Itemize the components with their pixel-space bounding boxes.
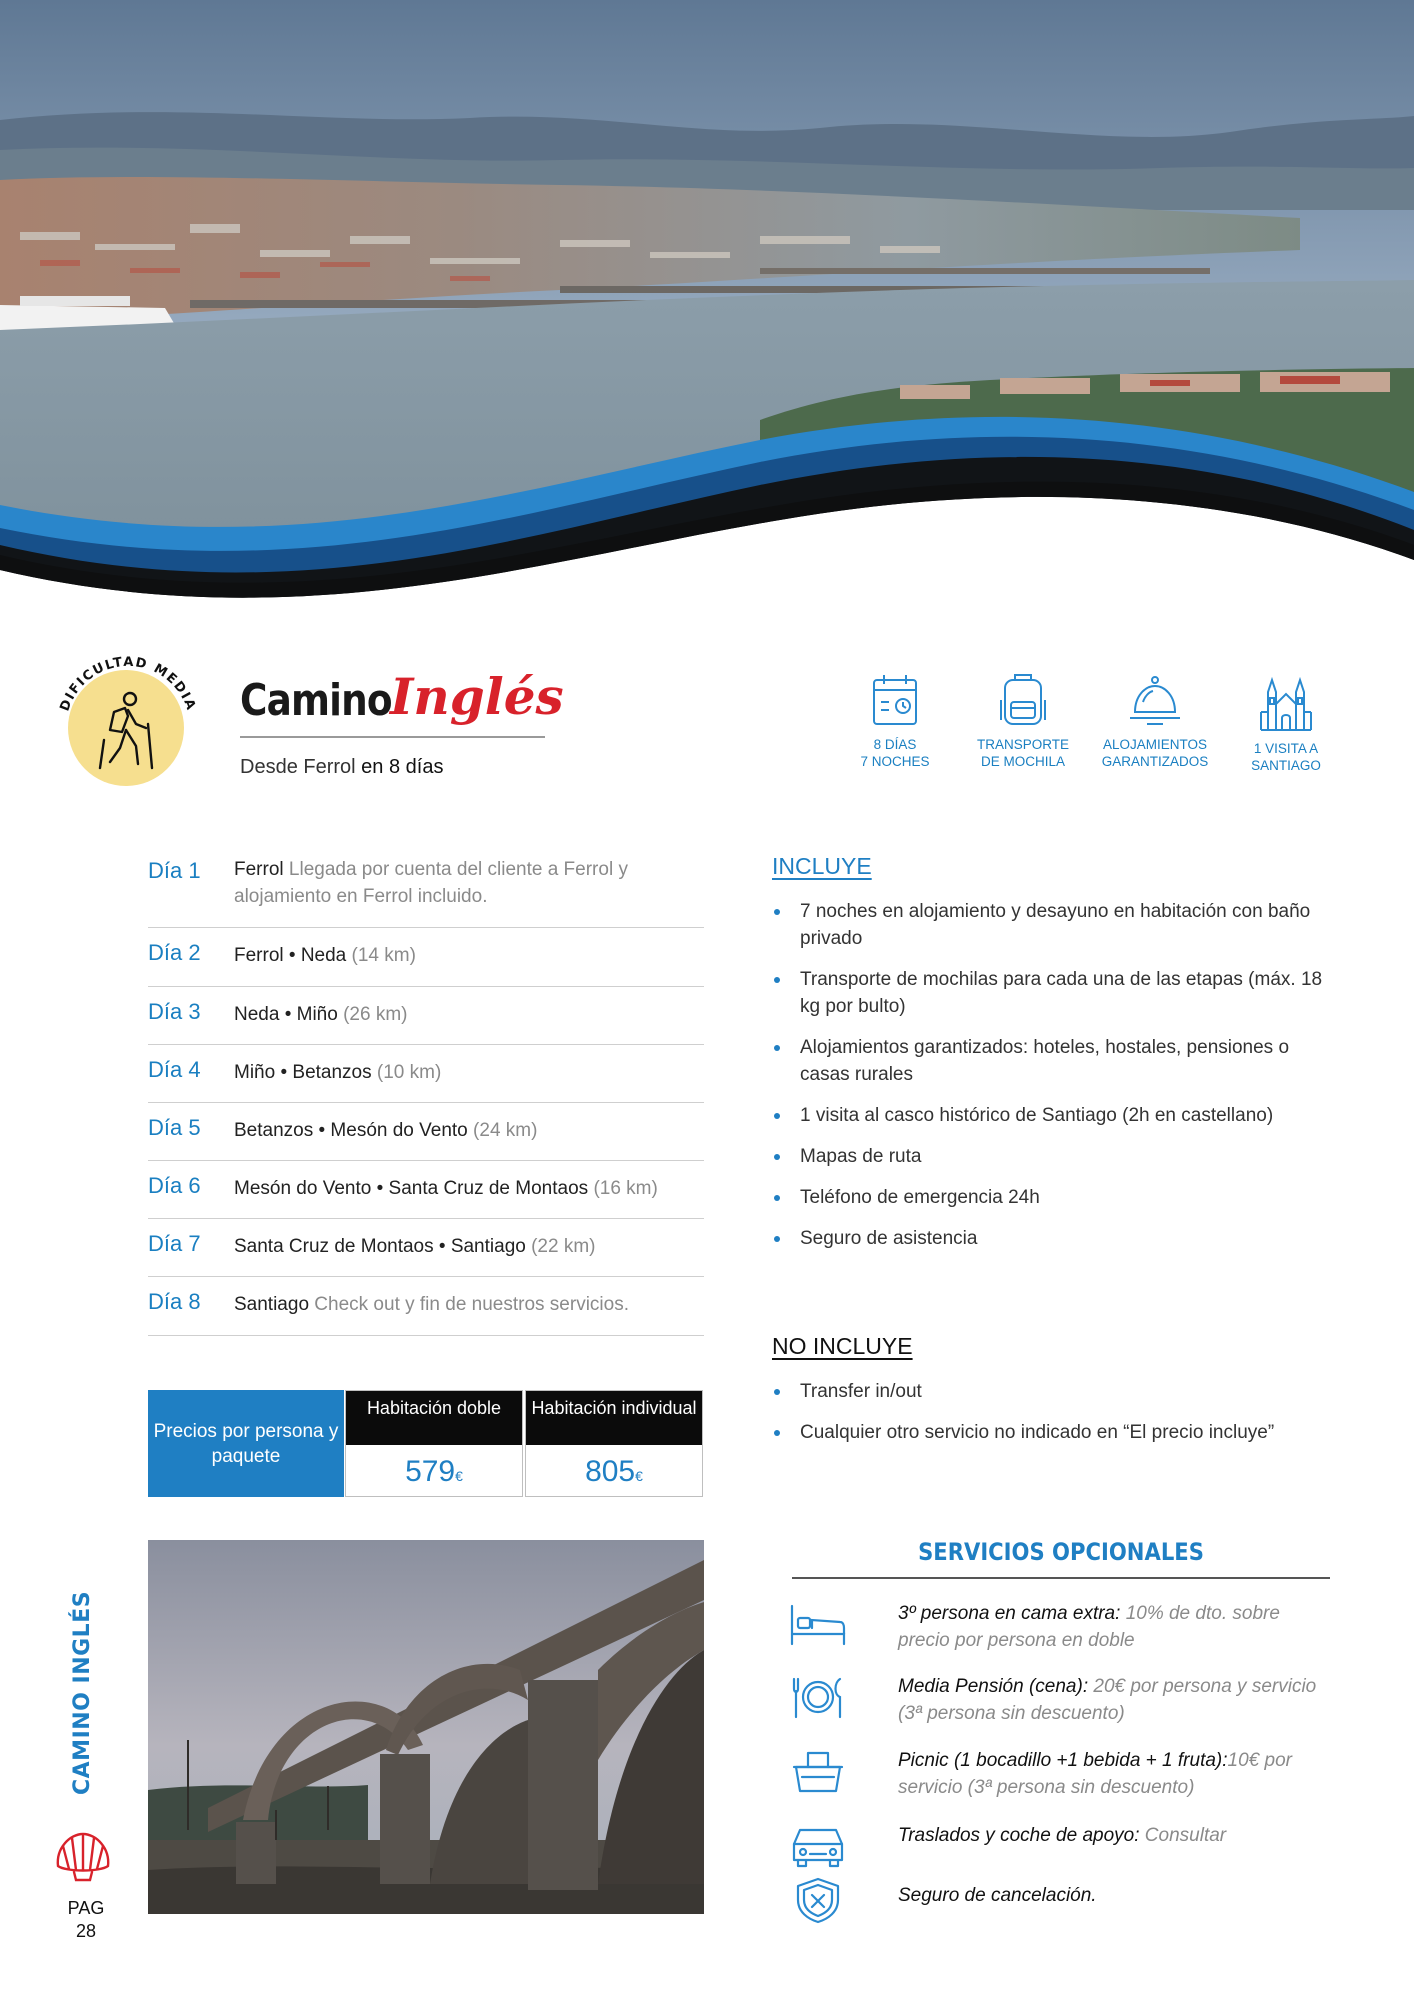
- itinerary-day: [148, 1045, 704, 1103]
- optional-service-text: 3º persona en cama extra: 10% de dto. sobre precio por persona en doble: [898, 1603, 1280, 1651]
- list-item: Mapas de ruta: [772, 1143, 1332, 1170]
- day-description: Ferrol • Neda (14 km): [234, 945, 416, 966]
- picnic-basket-icon: [788, 1747, 848, 1795]
- list-item: Seguro de asistencia: [772, 1225, 1332, 1252]
- itinerary-day: [148, 1277, 704, 1336]
- calendar-icon: [870, 672, 920, 728]
- list-item: Teléfono de emergencia 24h: [772, 1184, 1332, 1211]
- cathedral-icon: [1258, 672, 1314, 732]
- optional-service-text: Seguro de cancelación.: [898, 1885, 1097, 1906]
- day-label: Día 6: [148, 1173, 201, 1198]
- day-description: Neda • Miño (26 km): [234, 1004, 408, 1025]
- price-label: Precios por persona y paquete: [148, 1390, 344, 1497]
- includes-list: [772, 898, 1332, 1252]
- feature-backpack-label: TRANSPORTE DE MOCHILA: [976, 737, 1069, 769]
- itinerary-day: [148, 1219, 704, 1277]
- day-description: Santiago Check out y fin de nuestros servicios.: [234, 1294, 629, 1315]
- itinerary-day: [148, 1103, 704, 1161]
- feature-days: [835, 672, 955, 770]
- bed-icon: [788, 1600, 848, 1648]
- feature-santiago: [1226, 672, 1346, 774]
- page-title: [240, 667, 564, 734]
- price-column-double: [345, 1390, 523, 1497]
- svg-text:DIFICULTAD MEDIA: DIFICULTAD MEDIA: [57, 654, 199, 714]
- day-label: Día 1: [148, 858, 201, 883]
- excludes-section: [772, 1333, 1332, 1460]
- optional-service-item: [788, 1822, 1328, 1849]
- itinerary-list: [148, 850, 704, 1336]
- subtitle-duration: en 8 días: [361, 756, 444, 778]
- optional-services-rule: [792, 1577, 1330, 1579]
- list-item: Transfer in/out: [772, 1378, 1332, 1405]
- feature-lodging-label: ALOJAMIENTOS GARANTIZADOS: [1101, 737, 1209, 769]
- page-number: PAG 28: [67, 1898, 105, 1941]
- price-table: [148, 1390, 704, 1497]
- price-column-single: [525, 1390, 703, 1497]
- feature-santiago-label: 1 VISITA A SANTIAGO: [1251, 741, 1321, 773]
- bridge-photo: [148, 1540, 704, 1914]
- difficulty-badge: [52, 650, 202, 800]
- price-value: 579€: [405, 1455, 463, 1488]
- feature-days-label: 8 DÍAS 7 NOCHES: [860, 737, 930, 769]
- day-label: Día 8: [148, 1289, 201, 1314]
- price-header: Habitación individual: [526, 1391, 702, 1445]
- scallop-shell-icon: [52, 1830, 114, 1882]
- optional-service-item: [788, 1673, 1328, 1727]
- itinerary-day: [148, 928, 704, 987]
- day-label: Día 7: [148, 1231, 201, 1256]
- title-main: Camino: [240, 675, 392, 726]
- subtitle: [240, 756, 443, 779]
- day-description: Mesón do Vento • Santa Cruz de Montaos (16 km): [234, 1178, 658, 1199]
- excludes-list: [772, 1378, 1332, 1446]
- day-description: Santa Cruz de Montaos • Santiago (22 km): [234, 1236, 596, 1257]
- list-item: Cualquier otro servicio no indicado en “El precio incluye”: [772, 1419, 1332, 1446]
- itinerary-day: [148, 987, 704, 1045]
- itinerary-day: [148, 1161, 704, 1219]
- day-description: Ferrol Llegada por cuenta del cliente a Ferrol y alojamiento en Ferrol incluido.: [234, 859, 628, 907]
- list-item: 7 noches en alojamiento y desayuno en habitación con baño privado: [772, 898, 1332, 952]
- day-label: Día 3: [148, 999, 201, 1024]
- list-item: Alojamientos garantizados: hoteles, hostales, pensiones o casas rurales: [772, 1034, 1332, 1088]
- plate-cutlery-icon: [788, 1673, 848, 1721]
- optional-service-item: [788, 1600, 1328, 1654]
- optional-service-text: Picnic (1 bocadillo +1 bebida + 1 fruta):10€ por servicio (3ª persona sin descuento): [898, 1750, 1292, 1798]
- title-underline: [240, 736, 545, 738]
- reception-bell-icon: [1127, 672, 1183, 728]
- feature-lodging: [1095, 672, 1215, 770]
- badge-arc-text: [52, 650, 202, 800]
- subtitle-from: Desde Ferrol: [240, 756, 356, 778]
- optional-service-text: Traslados y coche de apoyo: Consultar: [898, 1825, 1227, 1846]
- price-header: Habitación doble: [346, 1391, 522, 1445]
- car-icon: [788, 1822, 848, 1870]
- optional-services-heading: SERVICIOS OPCIONALES: [918, 1538, 1204, 1566]
- optional-service-text: Media Pensión (cena): 20€ por persona y servicio (3ª persona sin descuento): [898, 1676, 1317, 1724]
- optional-service-item: [788, 1874, 1328, 1909]
- includes-heading: INCLUYE: [772, 853, 872, 879]
- optional-service-item: [788, 1747, 1328, 1801]
- price-value: 805€: [585, 1455, 643, 1488]
- backpack-icon: [998, 672, 1048, 728]
- hero-photo-ferrol: [0, 0, 1414, 640]
- feature-backpack: [963, 672, 1083, 770]
- title-accent: Inglés: [390, 667, 564, 726]
- day-label: Día 5: [148, 1115, 201, 1140]
- itinerary-day: [148, 850, 704, 928]
- day-label: Día 2: [148, 940, 201, 965]
- day-label: Día 4: [148, 1057, 201, 1082]
- excludes-heading: NO INCLUYE: [772, 1333, 913, 1359]
- list-item: 1 visita al casco histórico de Santiago (2h en castellano): [772, 1102, 1332, 1129]
- shield-icon: [788, 1874, 848, 1926]
- title-block: [240, 667, 564, 778]
- list-item: Transporte de mochilas para cada una de las etapas (máx. 18 kg por bulto): [772, 966, 1332, 1020]
- day-description: Betanzos • Mesón do Vento (24 km): [234, 1120, 538, 1141]
- day-description: Miño • Betanzos (10 km): [234, 1062, 442, 1083]
- includes-section: [772, 853, 1332, 1266]
